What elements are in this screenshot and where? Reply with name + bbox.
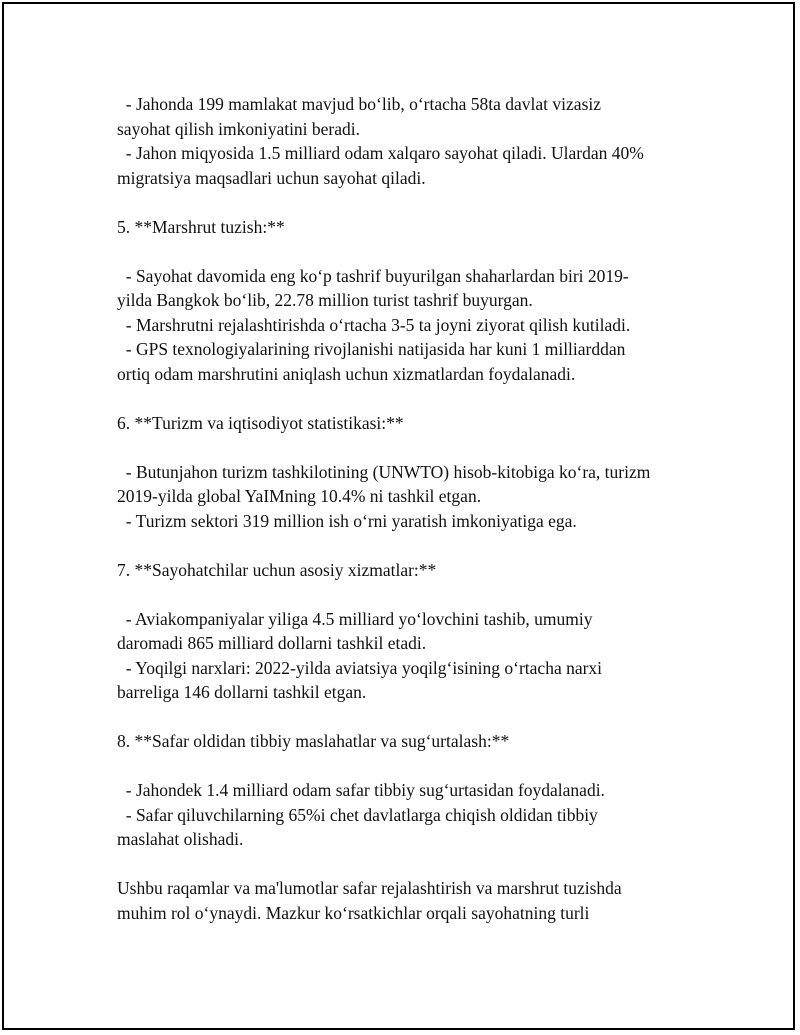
section-6-bullet-1-line-2: 2019-yilda global YaIMning 10.4% ni tashkil etgan. — [117, 486, 482, 506]
section-7-bullet-1-line-1: - Aviakompaniyalar yiliga 4.5 milliard yo‘lovchini tashib, umumiy — [117, 608, 593, 629]
section-5-bullet-3-line-2: ortiq odam marshrutini aniqlash uchun xizmatlardan foydalanadi. — [117, 363, 576, 384]
section-8-bullet-2-line-1: - Safar qiluvchilarning 65%i chet davlatlarga chiqish oldidan tibbiy — [117, 804, 598, 825]
section-5-heading: 5. **Marshrut tuzish:** — [117, 216, 285, 237]
document-body — [117, 92, 697, 925]
intro-bullet-2-line-1: - Jahon miqyosida 1.5 milliard odam xalqaro sayohat qiladi. Ulardan 40% — [117, 143, 644, 163]
section-7-heading: 7. **Sayohatchilar uchun asosiy xizmatlar:** — [117, 559, 437, 580]
section-5-bullet-2: - Marshrutni rejalashtirishda o‘rtacha 3-5 ta joyni ziyorat qilish kutiladi. — [117, 314, 631, 335]
section-6-heading: 6. **Turizm va iqtisodiyot statistikasi:** — [117, 412, 404, 433]
closing-paragraph-line-1: Ushbu raqamlar va ma'lumotlar safar rejalashtirish va marshrut tuzishda — [117, 878, 622, 898]
closing-paragraph-line-2: muhim rol o‘ynaydi. Mazkur ko‘rsatkichlar orqali sayohatning turli — [117, 902, 590, 923]
intro-bullet-2-line-2: migratsiya maqsadlari uchun sayohat qiladi. — [117, 167, 426, 188]
section-6-bullet-1-line-1: - Butunjahon turizm tashkilotining (UNWTO) hisob-kitobiga ko‘ra, turizm — [117, 461, 651, 482]
intro-bullet-1-line-1: - Jahonda 199 mamlakat mavjud bo‘lib, o‘rtacha 58ta davlat vizasiz — [117, 94, 602, 114]
section-6-bullet-2: - Turizm sektori 319 million ish o‘rni yaratish imkoniyatiga ega. — [117, 510, 577, 531]
section-8-bullet-1: - Jahondek 1.4 milliard odam safar tibbiy sug‘urtasidan foydalanadi. — [117, 780, 605, 800]
section-7-bullet-2-line-2: barreliga 146 dollarni tashkil etgan. — [117, 682, 367, 702]
section-5-bullet-1-line-2: yilda Bangkok bo‘lib, 22.78 million turist tashrif buyurgan. — [117, 290, 533, 310]
section-8-bullet-2-line-2: maslahat olishadi. — [117, 829, 244, 849]
section-7-bullet-2-line-1: - Yoqilgi narxlari: 2022-yilda aviatsiya yoqilg‘isining o‘rtacha narxi — [117, 657, 603, 678]
section-5-bullet-3-line-1: - GPS texnologiyalarining rivojlanishi natijasida har kuni 1 milliarddan — [117, 339, 626, 359]
section-5-bullet-1-line-1: - Sayohat davomida eng ko‘p tashrif buyurilgan shaharlardan biri 2019- — [117, 265, 629, 286]
section-8-heading: 8. **Safar oldidan tibbiy maslahatlar va sug‘urtalash:** — [117, 731, 510, 751]
intro-bullet-1-line-2: sayohat qilish imkoniyatini beradi. — [117, 118, 361, 139]
section-7-bullet-1-line-2: daromadi 865 milliard dollarni tashkil etadi. — [117, 633, 427, 653]
